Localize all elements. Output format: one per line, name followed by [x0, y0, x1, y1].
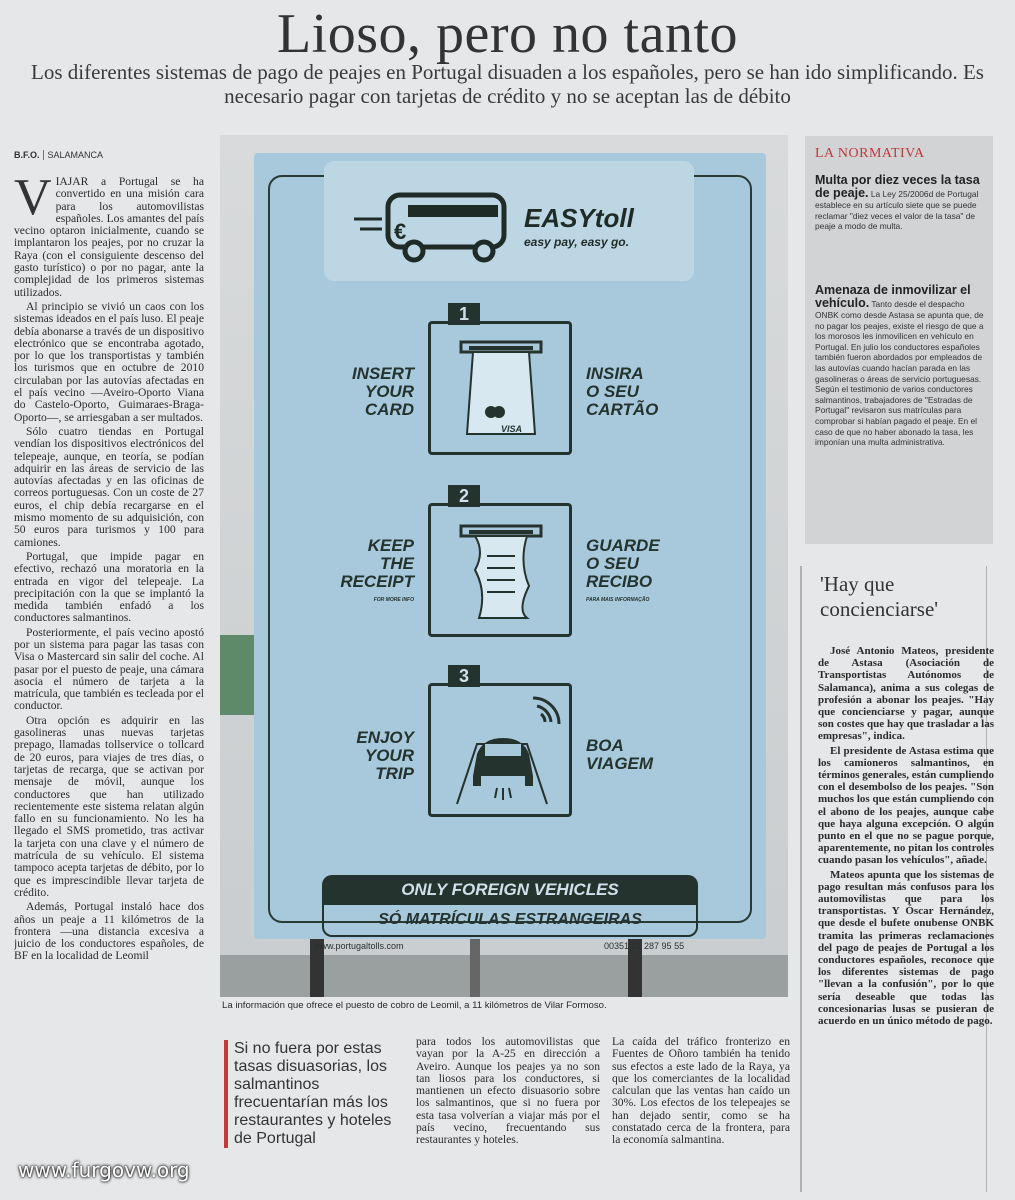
paragraph: Posteriormente, el país vecino apostó por un sistema para pagar las tasas con Visa o Mastercard sin salir del coche. Al pasar por el puesto de peaje, una cámara asocia el número de tarjeta a la matrícula, que también es tecleada por el conductor.: [14, 625, 204, 713]
paragraph: Sólo cuatro tiendas en Portugal vendían los dispositivos electrónicos del telepeaje, aunque, en teoría, se podían adquirir en las áreas de servicio de las autovías afectadas y en las oficinas de correos portuguesas. Con un coste de 27 euros, el chip debía recargarse en el mismo momento de su adquisición, con 50 euros para turismos y 100 para camiones.: [14, 424, 204, 549]
dropcap: V: [14, 176, 52, 226]
sign-post: [470, 935, 480, 997]
step-text-line: RECIBO: [586, 572, 653, 591]
paragraph: José Antonio Mateos, presidente de Astasa (Asociación de Transportistas Autónomos de Salamanca), anima a sus colegas de profesión a abonar los peajes. "Hay que concienciarse y pagar, aunque son costes que hay que trasladar a las empresas", indica.: [818, 645, 994, 743]
step-text-line: GUARDE: [586, 536, 660, 555]
step-text-line: BOA: [586, 736, 624, 755]
paragraph: Portugal, que impide pagar en efectivo, rechazó una moratoria en la entrada en vigor del telepeaje. La precipitación con la que se implantó la medida también enfadó a los conductores salmantinos.: [14, 549, 204, 625]
step-text-line: TRIP: [375, 764, 414, 783]
body-column-2: para todos los automovilistas que vayan por la A-25 en dirección a Aveiro. Aunque los peajes ya no son tan liosos para los conductores, si mantienen un efecto disuasorio sobre los salmantinos, que si no fuera por esta tasa volverían a viajar más por el país vecino, frecuentando sus restaurantes y hoteles.: [416, 1035, 600, 1147]
brand-name: EASYtoll: [524, 203, 634, 233]
road: [220, 955, 788, 997]
byline: [14, 150, 103, 160]
step-2-panel: [428, 503, 572, 637]
step-2-en: [334, 537, 414, 609]
step-text-line: CARD: [364, 400, 414, 419]
step-text-line: KEEP: [367, 536, 414, 555]
foreign-vehicles-band: ONLY FOREIGN VEHICLES: [322, 875, 698, 905]
easytoll-sign: [254, 153, 766, 951]
step-text-line: THE: [380, 554, 414, 573]
sign-phone: 00351 21 287 95 55: [604, 941, 685, 951]
step-text-line: O SEU: [586, 382, 639, 401]
subheadline: Los diferentes sistemas de pago de peajes en Portugal disuaden a los españoles, pero se han ido simplificando. Es necesario pagar con tarjetas de crédito y no se aceptan las de débito: [31, 60, 984, 108]
step-text-line: ENJOY: [356, 728, 414, 747]
receipt-icon: [457, 522, 547, 626]
paragraph: Al principio se vivió un caos con los sistemas ideados en el país luso. El peaje debía abonarse a través de un dispositivo electrónico que se encontraba agotado, por lo que los transportistas y también los turismos que en octubre de 2010 circulaban por las autovías afectadas en el país vecino —Aveiro-Oporto Viana do Castelo-Oporto, Guimaraes-Braga-Oporto—, se arriesgaban a ser multados.: [14, 299, 204, 424]
step-note: PARA MAIS INFORMAÇÃO: [586, 597, 650, 603]
step-text-line: YOUR: [364, 746, 414, 765]
svg-text:€: €: [394, 219, 407, 244]
pull-quote: Si no fuera por estas tasas disuasorias, los salmantinos frecuentarían más los restaurantes y hoteles de Portugal: [224, 1040, 400, 1148]
sidebar-label: LA NORMATIVA: [815, 146, 925, 161]
brand-slogan: easy pay, easy go.: [524, 235, 629, 249]
sidebar-item-title: Amenaza de inmovilizar el vehículo.: [815, 283, 971, 310]
paragraph: Otra opción es adquirir en las gasolineras unas nuevas tarjetas prepago, llamadas tollservice o tollcard de 20 euros, para viajes de tres días, o tarjetas de recarga, que se activan por mensaje de móvil, aunque los conductores que han utilizado recientemente este sistema relatan algún fallo en su funcionamiento. No les ha llegado el SMS prometido, tras activar la tarjeta con una clave y el número de matrícula de su vehículo. El sistema tampoco acepta tarjetas de débito, por lo que es imprescindible llevar tarjeta de crédito.: [14, 713, 204, 899]
step-number: 1: [448, 303, 480, 325]
step-text-line: CARTÃO: [586, 400, 659, 419]
step-text-line: INSERT: [351, 364, 414, 383]
step-note: FOR MORE INFO: [373, 597, 414, 603]
byline-author: B.F.O.: [14, 150, 40, 160]
van-icon: [354, 187, 514, 267]
step-text-line: INSIRA: [586, 364, 644, 383]
sidebar-item-text: La Ley 25/2006d de Portugal establece en su artículo siete que se puede reclamar "diez veces el valor de la tasa" de peaje a modo de multa.: [815, 189, 979, 232]
photo: [220, 135, 788, 997]
left-column: [14, 176, 204, 1200]
step-text-line: RECEIPT: [340, 572, 414, 591]
paragraph: Además, Portugal instaló hace dos años un peaje a 11 kilómetros de la frontera —una distancia excesiva a juicio de los conductores españoles, de BF en la localidad de Leomil: [14, 900, 204, 963]
photo-caption: La información que ofrece el puesto de cobro de Leomil, a 11 kilómetros de Vilar Formoso.: [222, 1000, 607, 1011]
visa-logo: VISA: [501, 424, 523, 434]
column-divider: [800, 566, 802, 1192]
step-3-panel: [428, 683, 572, 817]
step-1-panel: [428, 321, 572, 455]
sidebar-item-2: [815, 284, 985, 448]
sidebar-item-1: [815, 174, 985, 232]
step-3-en: [334, 729, 414, 783]
step-2-pt: [586, 537, 696, 609]
watermark: www.furgovw.org: [18, 1158, 190, 1182]
step-number: 3: [448, 665, 480, 687]
headline: Lioso, pero no tanto: [276, 3, 739, 65]
paragraph: Mateos apunta que los sistemas de pago resultan más confusos para los automovilistas que para los transportistas. Y Óscar Hernández, que desde el bufete onubense ONBK tramita las primeras reclamaciones del pago de peajes de Portugal a los conductores españoles, reconoce que los diferentes sistemas de pago "llevan a la confusión", por lo que sería deseable que todas las concesionarias lusas se pusieran de acuerdo en un único método de pago.: [818, 868, 994, 1028]
interview-column: [818, 645, 994, 1029]
step-text-line: YOUR: [364, 382, 414, 401]
sign-website: www.portugaltolls.com: [314, 941, 404, 951]
step-1-pt: [586, 365, 696, 419]
car-icon: [437, 694, 567, 812]
sidebar-item-title: Multa por diez veces la tasa de peaje.: [815, 173, 980, 200]
sidebar-item-text: Tanto desde el despacho ONBK como desde Astasa se apunta que, de no pagar los peajes, existe el riesgo de que a los morosos les inmovilicen en vehículo en Portugal. En julio los conductores españoles también fueron abordados por empleados de las autovías cuando hacían parada en las gasolineras o áreas de servicio portuguesas. Según el testimonio de varios conductores salmantinos, trabajadores de "Estradas de Portugal" revisaron sus matrículas para comprobar si habían pagado el peaje. En el caso de que no haber abonado la tasa, les imponían una multa administrativa.: [815, 299, 984, 448]
byline-city: SALAMANCA: [43, 150, 104, 160]
step-text-line: O SEU: [586, 554, 639, 573]
step-number: 2: [448, 485, 480, 507]
sidebar-normativa: [805, 136, 993, 544]
paragraph: El presidente de Astasa estima que los camioneros salmantinos, en términos generales, están cumpliendo con el desembolso de los peajes. "Son muchos los que están cumpliendo con el abono de los peajes, aunque cabe que haya alguna excepción. O algún punto en el que no se pague porque, aparentemente, no pitan los controles cuando pasan los vehículos", añade.: [818, 744, 994, 867]
interview-title: 'Hay que concienciarse': [820, 572, 939, 621]
paragraph: IAJAR a Portugal se ha convertido en una misión cara para los automovilistas españoles. Los amantes del país vecino optaron inicialmente, cuando se implantaron los peajes, por no cruzar la Raya (con el consiguiente descenso del gasto turístico) o por no pagar, ante la complejidad de los primeros sistemas utilizados.: [14, 176, 204, 299]
body-column-3: La caída del tráfico fronterizo en Fuentes de Oñoro también ha tenido sus efectos a este lado de la Raya, ya que los comerciantes de la localidad calculan que las ventas han caído un 30%. Los efectos de los telepeajes se han dejado sentir, como se ha constatado cerca de la frontera, para la economía salmantina.: [612, 1035, 790, 1147]
foreign-plates-band: SÓ MATRÍCULAS ESTRANGEIRAS: [322, 905, 698, 937]
step-1-en: [334, 365, 414, 419]
logo-panel: [324, 161, 694, 281]
step-3-pt: [586, 737, 696, 773]
step-text-line: VIAGEM: [586, 754, 654, 773]
